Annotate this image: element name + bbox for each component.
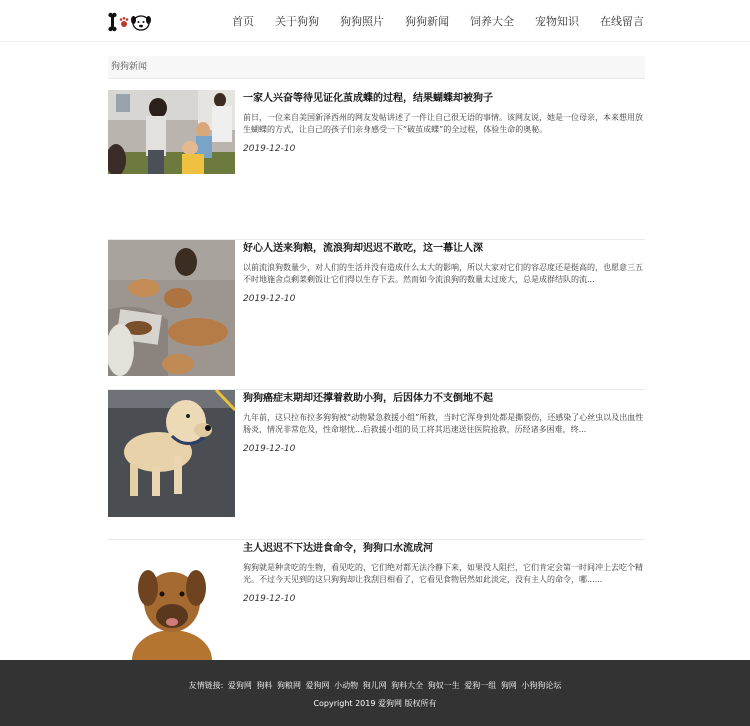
footer-link[interactable]: 狗粮网 (276, 681, 301, 690)
breadcrumb: 狗狗新闻 (108, 56, 645, 79)
footer-link[interactable]: 小动物 (334, 681, 359, 690)
footer-link[interactable]: 爱狗网 (227, 681, 252, 690)
footer-links (0, 680, 750, 691)
article-body (243, 242, 645, 304)
article-date: 2019-12-10 (243, 294, 296, 304)
article-date: 2019-12-10 (243, 594, 296, 604)
footer-link[interactable]: 狗料大全 (391, 681, 424, 690)
footer-link[interactable]: 狗网 (500, 681, 517, 690)
article-body (243, 392, 645, 454)
list-item (108, 90, 645, 240)
footer-link[interactable]: 狗奴一生 (427, 681, 460, 690)
logo-paw-icon (120, 17, 129, 27)
footer-link[interactable]: 爱狗一组 (464, 681, 497, 690)
site-footer (0, 660, 750, 726)
footer-links-label: 友情链接: (188, 681, 224, 690)
article-date: 2019-12-10 (243, 144, 296, 154)
list-item (108, 240, 645, 390)
nav-item-news[interactable]: 狗狗新闻 (405, 15, 449, 28)
article-summary: 前日，一位来自美国新泽西州的网友发帖讲述了一件让自己很无语的事情。该网友说，她是一位母亲，本来想用放生蝴蝶的方式，让自己的孩子们亲身感受一下“破茧成蝶”的全过程，体验生命的奥秘。 (243, 113, 643, 134)
nav-item-home[interactable]: 首页 (232, 15, 254, 28)
nav-item-photos[interactable]: 狗狗照片 (340, 15, 384, 28)
site-logo[interactable] (108, 12, 152, 32)
article-title[interactable]: 一家人兴奋等待见证化茧成蝶的过程，结果蝴蝶却被狗子 (243, 93, 493, 104)
footer-link[interactable]: 爱狗网 (305, 681, 330, 690)
article-summary: 九年前，这只拉布拉多狗狗被“动物紧急救援小组”所救，当时它浑身到处都是撕裂伤，还感染了心丝虫以及出血性肠炎，情况非常危及，性命堪忧...后救援小组的员工将其迅速送往医院抢救，历经诸多困难，终... (243, 413, 644, 434)
article-body (243, 542, 645, 604)
logo-dog-face-icon (131, 16, 151, 30)
article-title[interactable]: 狗狗癌症末期却还撑着救助小狗，后因体力不支倒地不起 (243, 393, 493, 404)
article-date: 2019-12-10 (243, 444, 296, 454)
article-summary: 狗狗就是种贪吃的生物，看见吃的，它们绝对都无法冷静下来，如果没人阻拦，它们肯定会第一时间冲上去吃个精光。不过今天见到的这只狗狗却让我刮目相看了，它看见食物居然如此淡定，没有主人的命令，哪...... (243, 563, 643, 584)
article-thumbnail[interactable] (108, 90, 235, 174)
article-body (243, 92, 645, 154)
copyright: Copyright 2019 爱狗网 版权所有 (313, 699, 437, 708)
nav-item-message[interactable]: 在线留言 (600, 15, 644, 28)
footer-link[interactable]: 狗儿网 (362, 681, 387, 690)
list-item (108, 390, 645, 540)
article-thumbnail[interactable] (108, 390, 235, 517)
footer-link[interactable]: 狗料 (256, 681, 273, 690)
article-title[interactable]: 主人迟迟不下达进食命令，狗狗口水流成河 (243, 543, 433, 554)
article-thumbnail[interactable] (108, 240, 235, 376)
article-title[interactable]: 好心人送来狗粮，流浪狗却迟迟不敢吃，这一幕让人深 (243, 243, 483, 254)
article-list (108, 90, 645, 690)
nav-item-knowledge[interactable]: 宠物知识 (535, 15, 579, 28)
site-header (0, 0, 750, 42)
article-summary: 以前流浪狗数量少，对人们的生活并没有造成什么太大的影响，所以大家对它们的容忍度还是挺高的，也愿意三五不时地施舍点剩菜剩饭让它们得以生存下去。然而如今流浪狗的数量太过庞大，总是成群结队的流... (243, 263, 643, 284)
logo-bone-icon (108, 13, 116, 31)
footer-link[interactable]: 小狗狗论坛 (521, 681, 562, 690)
nav-item-care[interactable]: 饲养大全 (470, 15, 514, 28)
nav-item-about[interactable]: 关于狗狗 (275, 15, 319, 28)
main-nav (232, 0, 644, 42)
